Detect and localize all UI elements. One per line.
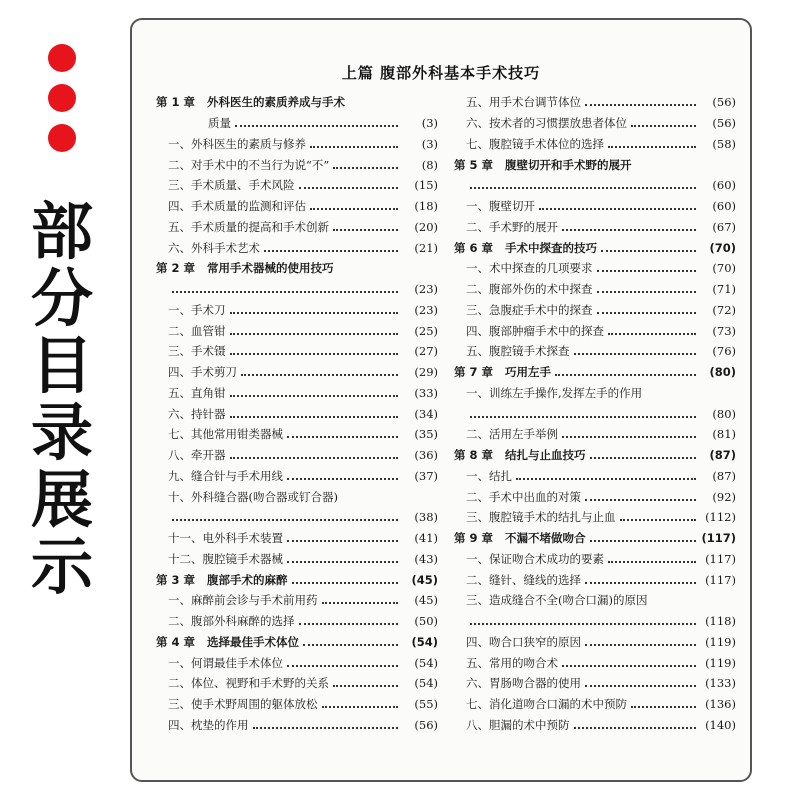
toc-entry [454, 341, 736, 362]
toc-title: 二、体位、视野和手术野的关系 [168, 676, 329, 691]
dot-leader [322, 706, 399, 708]
dot-leader [333, 229, 398, 231]
dot-leader [585, 582, 696, 584]
chapter-number: 第 7 章 [454, 365, 494, 380]
page-number: (92) [712, 489, 736, 504]
page-number: (60) [712, 178, 736, 193]
dot-leader [470, 187, 696, 189]
toc-entry [156, 362, 438, 383]
toc-entry [156, 383, 438, 404]
dot-leader [292, 582, 398, 584]
chapter-number: 第 6 章 [454, 240, 494, 255]
toc-entry [156, 341, 438, 362]
page-number: (136) [705, 697, 736, 712]
page-number: (23) [414, 282, 438, 297]
toc-title: 六、外科手术艺术 [168, 240, 260, 255]
toc-entry [454, 424, 736, 445]
toc-chapter [454, 362, 736, 383]
dot-leader [574, 727, 697, 729]
chapter-number: 第 5 章 [454, 157, 494, 172]
toc-entry [454, 466, 736, 487]
toc-entry [156, 652, 438, 673]
toc-entry [454, 486, 736, 507]
page-number: (119) [705, 655, 736, 670]
toc-continuation [454, 403, 736, 424]
dot-leader [310, 208, 398, 210]
dot-leader [585, 685, 696, 687]
dot-leader [585, 104, 696, 106]
page-number: (43) [414, 551, 438, 566]
toc-entry [454, 217, 736, 238]
dot-leader [172, 519, 398, 521]
page-number: (38) [414, 510, 438, 525]
side-char: 录 [30, 396, 93, 469]
page-number: (21) [414, 240, 438, 255]
toc-entry [156, 673, 438, 694]
dot-leader [608, 561, 696, 563]
dot-leader [608, 333, 696, 335]
page-number: (133) [705, 676, 736, 691]
toc-entry [156, 486, 438, 507]
page-number: (71) [712, 282, 736, 297]
toc-title: 三、手术质量、手术风险 [168, 178, 295, 193]
toc-title: 结扎与止血技巧 [505, 448, 586, 463]
side-char: 展 [30, 463, 93, 536]
toc-title: 八、胆漏的术中预防 [466, 717, 570, 732]
page-number: (117) [705, 572, 736, 587]
toc-entry [454, 320, 736, 341]
toc-title: 外科医生的素质养成与手术 [207, 95, 346, 110]
page-number: (54) [414, 655, 438, 670]
dot-leader [585, 644, 696, 646]
toc-title: 二、腹部外伤的术中探查 [466, 282, 593, 297]
page-number: (8) [421, 157, 438, 172]
page-number: (45) [414, 593, 438, 608]
dot-leader [620, 519, 697, 521]
dot-leader [562, 436, 696, 438]
dot-leader [299, 623, 399, 625]
dot-leader [333, 685, 398, 687]
dot-leader [241, 374, 398, 376]
toc-title: 三、手术镊 [168, 344, 226, 359]
dot-leader [287, 436, 398, 438]
toc-entry [454, 92, 736, 113]
toc-title: 五、用手术台调节体位 [466, 95, 581, 110]
toc-title: 九、缝合针与手术用线 [168, 468, 283, 483]
page-number: (117) [705, 551, 736, 566]
toc-entry [156, 196, 438, 217]
page-number: (58) [712, 136, 736, 151]
page-number: (18) [414, 199, 438, 214]
page-number: (25) [414, 323, 438, 338]
page-number: (56) [414, 717, 438, 732]
toc-chapter [156, 92, 438, 113]
toc-title: 五、直角钳 [168, 385, 226, 400]
toc-title: 六、持针器 [168, 406, 226, 421]
toc-title: 六、按术者的习惯摆放患者体位 [466, 116, 627, 131]
side-label [22, 195, 102, 603]
dot-leader [574, 353, 697, 355]
toc-entry [454, 694, 736, 715]
toc-title: 二、对手术中的不当行为说“不” [168, 157, 330, 172]
page-number: (41) [414, 531, 438, 546]
toc-title: 十二、腹腔镜手术器械 [168, 551, 283, 566]
toc-title: 一、术中探查的几项要求 [466, 261, 593, 276]
dot-leader [597, 312, 697, 314]
toc-title: 五、常用的吻合术 [466, 655, 558, 670]
toc-title: 二、血管钳 [168, 323, 226, 338]
page-number: (80) [712, 406, 736, 421]
toc-entry [454, 196, 736, 217]
toc-entry [454, 300, 736, 321]
dot-leader [230, 333, 399, 335]
page-number: (15) [414, 178, 438, 193]
toc-title: 二、腹部外科麻醉的选择 [168, 614, 295, 629]
toc-title: 四、腹部肿瘤手术中的探查 [466, 323, 604, 338]
toc-title: 一、保证吻合术成功的要素 [466, 551, 604, 566]
toc-title: 四、手术质量的监测和评估 [168, 199, 306, 214]
toc-entry [454, 113, 736, 134]
page-number: (45) [411, 572, 438, 587]
toc-continuation [156, 507, 438, 528]
dot-leader [172, 291, 398, 293]
dot-leader [235, 125, 398, 127]
dot-leader [631, 706, 696, 708]
toc-entry [454, 549, 736, 570]
page-number: (27) [414, 344, 438, 359]
toc-entry [156, 403, 438, 424]
toc-title: 腹部手术的麻醉 [207, 572, 288, 587]
dot-leader [601, 250, 696, 252]
dot-leader [264, 250, 398, 252]
toc-title: 一、手术刀 [168, 302, 226, 317]
page-number: (54) [414, 676, 438, 691]
dot-leader [562, 665, 696, 667]
toc-continuation [156, 279, 438, 300]
toc-title: 七、其他常用钳类器械 [168, 427, 283, 442]
toc-entry [454, 652, 736, 673]
toc-entry [156, 466, 438, 487]
toc-entry [454, 279, 736, 300]
dot-leader [597, 291, 697, 293]
toc-entry [454, 673, 736, 694]
chapter-number: 第 2 章 [156, 261, 196, 276]
dot-leader [230, 416, 399, 418]
dot-leader [590, 540, 696, 542]
page-number: (119) [705, 634, 736, 649]
toc-entry [454, 632, 736, 653]
toc-entry [156, 590, 438, 611]
dot-leader [585, 499, 696, 501]
side-char: 分 [30, 262, 93, 335]
toc-entry [156, 154, 438, 175]
toc-entry [454, 507, 736, 528]
toc-title: 质量 [208, 116, 231, 131]
toc-title: 六、胃肠吻合器的使用 [466, 676, 581, 691]
page-number: (23) [414, 302, 438, 317]
toc-title: 二、手术中出血的对策 [466, 489, 581, 504]
toc-title: 腹壁切开和手术野的展开 [505, 157, 632, 172]
toc-title: 常用手术器械的使用技巧 [207, 261, 334, 276]
toc-title: 三、腹腔镜手术的结扎与止血 [466, 510, 616, 525]
toc-page [130, 18, 752, 782]
dot-leader [322, 602, 399, 604]
dot-leader [230, 457, 399, 459]
toc-title: 七、腹腔镜手术体位的选择 [466, 136, 604, 151]
toc-chapter [156, 569, 438, 590]
toc-title: 二、手术野的展开 [466, 219, 558, 234]
page-number: (29) [414, 365, 438, 380]
toc-title: 不漏不堵做吻合 [505, 531, 586, 546]
dot-leader [253, 727, 399, 729]
toc-entry [454, 590, 736, 611]
toc-entry [156, 549, 438, 570]
toc-entry [156, 300, 438, 321]
toc-title: 二、缝针、缝线的选择 [466, 572, 581, 587]
page-number: (35) [414, 427, 438, 442]
page-number: (70) [712, 261, 736, 276]
toc-title: 五、腹腔镜手术探查 [466, 344, 570, 359]
chapter-number: 第 9 章 [454, 531, 494, 546]
dot-leader [303, 644, 398, 646]
toc-entry [454, 569, 736, 590]
toc-chapter [454, 237, 736, 258]
toc-title: 三、造成缝合不全(吻合口漏)的原因 [466, 593, 648, 608]
page-number: (81) [712, 427, 736, 442]
toc-entry [156, 424, 438, 445]
toc-entry [156, 611, 438, 632]
toc-chapter [454, 445, 736, 466]
toc-right-column [454, 92, 736, 735]
toc-continuation [454, 611, 736, 632]
toc-title: 二、活用左手举例 [466, 427, 558, 442]
page-number: (37) [414, 468, 438, 483]
dot-leader [230, 353, 399, 355]
toc-chapter [454, 528, 736, 549]
toc-title: 三、使手术野周围的躯体放松 [168, 697, 318, 712]
page-number: (87) [712, 468, 736, 483]
dot-leader [562, 229, 696, 231]
toc-title: 一、何谓最佳手术体位 [168, 655, 283, 670]
page-number: (33) [414, 385, 438, 400]
dot-leader [333, 167, 398, 169]
toc-title: 五、手术质量的提高和手术创新 [168, 219, 329, 234]
page-number: (54) [411, 634, 438, 649]
toc-title: 四、枕垫的作用 [168, 717, 249, 732]
dot-leader [631, 125, 696, 127]
page-number: (36) [414, 448, 438, 463]
page-number: (87) [709, 448, 736, 463]
dot-leader [287, 478, 398, 480]
toc-title: 十、外科缝合器(吻合器或钉合器) [168, 489, 338, 504]
dot-leader [299, 187, 399, 189]
dot-leader [555, 374, 696, 376]
toc-chapter [156, 632, 438, 653]
page-number: (72) [712, 302, 736, 317]
toc-entry [156, 445, 438, 466]
dot-leader [230, 312, 399, 314]
page-number: (50) [414, 614, 438, 629]
page-number: (56) [712, 116, 736, 131]
toc-continuation [156, 113, 438, 134]
toc-title: 八、牵开器 [168, 448, 226, 463]
toc-entry [156, 715, 438, 736]
toc-title: 巧用左手 [505, 365, 552, 380]
chapter-number: 第 3 章 [156, 572, 196, 587]
dot-leader [310, 146, 398, 148]
toc-title: 三、急腹症手术中的探查 [466, 302, 593, 317]
chapter-number: 第 8 章 [454, 448, 494, 463]
page-title: 上篇 腹部外科基本手术技巧 [341, 64, 541, 82]
toc-continuation [454, 175, 736, 196]
toc-entry [156, 528, 438, 549]
toc-entry [156, 237, 438, 258]
toc-title: 手术中探查的技巧 [505, 240, 598, 255]
toc-chapter [156, 258, 438, 279]
toc-entry [156, 694, 438, 715]
dot-leader [539, 208, 696, 210]
toc-chapter [454, 154, 736, 175]
dot-leader [230, 395, 399, 397]
toc-title: 十一、电外科手术装置 [168, 531, 283, 546]
chapter-number: 第 1 章 [156, 95, 196, 110]
toc-title: 选择最佳手术体位 [207, 634, 300, 649]
toc-title: 一、腹壁切开 [466, 199, 535, 214]
toc-entry [156, 320, 438, 341]
toc-entry [454, 258, 736, 279]
page-number: (60) [712, 199, 736, 214]
dot-leader [287, 561, 398, 563]
page-number: (73) [712, 323, 736, 338]
dot-leader [516, 478, 696, 480]
side-char: 示 [30, 530, 93, 603]
dot-leader [287, 665, 398, 667]
dot-leader [608, 146, 696, 148]
toc-title: 四、手术剪刀 [168, 365, 237, 380]
page-number: (55) [414, 697, 438, 712]
toc-title: 一、结扎 [466, 468, 512, 483]
toc-left-column [156, 92, 438, 735]
page-number: (76) [712, 344, 736, 359]
toc-entry [454, 715, 736, 736]
page-number: (70) [709, 240, 736, 255]
page-number: (3) [421, 116, 438, 131]
decor-dot-icon [48, 84, 76, 112]
side-char: 部 [30, 195, 93, 268]
toc-title: 四、吻合口狭窄的原因 [466, 634, 581, 649]
toc-entry [454, 383, 736, 404]
toc-title: 一、训练左手操作,发挥左手的作用 [466, 385, 643, 400]
toc-entry [454, 134, 736, 155]
dot-leader [287, 540, 398, 542]
page-number: (80) [709, 365, 736, 380]
page-number: (56) [712, 95, 736, 110]
toc-title: 一、麻醉前会诊与手术前用药 [168, 593, 318, 608]
toc-title: 七、消化道吻合口漏的术中预防 [466, 697, 627, 712]
dot-leader [470, 623, 696, 625]
page-number: (3) [421, 136, 438, 151]
page-number: (140) [705, 717, 736, 732]
decor-dot-icon [48, 44, 76, 72]
page-number: (112) [705, 510, 736, 525]
page-number: (34) [414, 406, 438, 421]
toc-entry [156, 134, 438, 155]
page-number: (67) [712, 219, 736, 234]
decor-dot-icon [48, 124, 76, 152]
dot-leader [590, 457, 696, 459]
page-number: (118) [705, 614, 736, 629]
toc-title: 一、外科医生的素质与修养 [168, 136, 306, 151]
dot-leader [597, 270, 697, 272]
toc-entry [156, 175, 438, 196]
chapter-number: 第 4 章 [156, 634, 196, 649]
page-number: (20) [414, 219, 438, 234]
page-number: (117) [701, 531, 736, 546]
dot-leader [470, 416, 696, 418]
toc-entry [156, 217, 438, 238]
side-char: 目 [30, 329, 93, 402]
